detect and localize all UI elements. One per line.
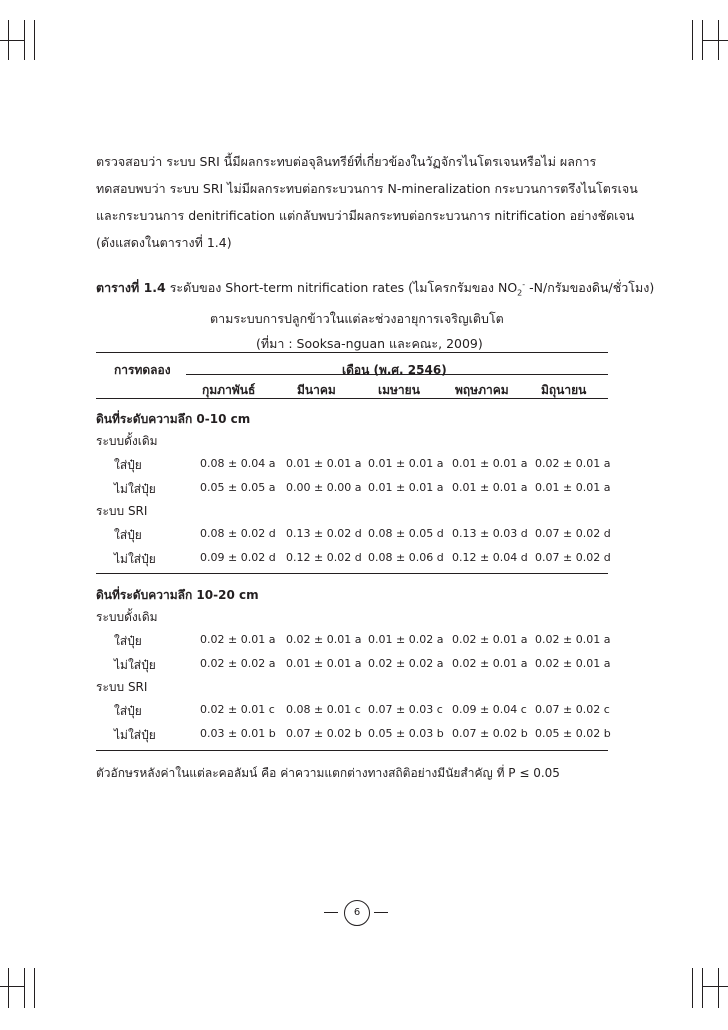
row-label: ไม่ใส่ปุ๋ย: [114, 658, 156, 672]
table-cell: 0.08 ± 0.04 a: [200, 457, 276, 470]
table-cell: 0.01 ± 0.01 a: [452, 457, 528, 470]
paragraph-line: ทดสอบพบว่า ระบบ SRI ไม่มีผลกระทบต่อกระบวนการ N-mineralization กระบวนการตรึงไนโตรเจน: [96, 181, 638, 196]
table-cell: 0.08 ± 0.02 d: [200, 527, 276, 540]
table-cell: 0.05 ± 0.02 b: [535, 727, 611, 740]
table-cell: 0.05 ± 0.05 a: [200, 481, 276, 494]
table-cell: 0.07 ± 0.02 d: [535, 551, 611, 564]
section-separator-rule: [96, 573, 608, 574]
table-cell: 0.08 ± 0.05 d: [368, 527, 444, 540]
caption-line-2: ตามระบบการปลูกข้าวในแต่ละช่วงอายุการเจริญเติบโต: [210, 310, 504, 326]
table-footnote: ตัวอักษรหลังค่าในแต่ละคอลัมน์ คือ ค่าความแตกต่างทางสถิติอย่างมีนัยสำคัญ ที่ P ≤ 0.05: [96, 766, 560, 780]
caption-subscript: 2: [517, 288, 523, 298]
table-cell: 0.02 ± 0.01 a: [452, 657, 528, 670]
table-cell: 0.07 ± 0.03 c: [368, 703, 443, 716]
table-cell: 0.00 ± 0.00 a: [286, 481, 362, 494]
table-cell: 0.01 ± 0.01 a: [286, 457, 362, 470]
table-cell: 0.09 ± 0.04 c: [452, 703, 527, 716]
table-cell: 0.01 ± 0.01 a: [286, 657, 362, 670]
system-label: ระบบดั้งเดิม: [96, 610, 158, 624]
table-top-rule: [96, 352, 608, 353]
month-header: พฤษภาคม: [455, 383, 509, 397]
row-label: ใส่ปุ๋ย: [114, 458, 142, 472]
table-cell: 0.08 ± 0.06 d: [368, 551, 444, 564]
row-label: ไม่ใส่ปุ๋ย: [114, 482, 156, 496]
month-header: มีนาคม: [297, 383, 336, 397]
table-cell: 0.07 ± 0.02 b: [452, 727, 528, 740]
table-cell: 0.02 ± 0.01 a: [535, 633, 611, 646]
page-number-area: [320, 897, 400, 927]
table-cell: 0.02 ± 0.02 a: [368, 657, 444, 670]
row-label: ใส่ปุ๋ย: [114, 704, 142, 718]
header-treatment: การทดลอง: [114, 363, 171, 377]
caption-label: ตารางที่ 1.4: [96, 280, 166, 296]
page-number-dash-right: [374, 912, 388, 913]
table-cell: 0.07 ± 0.02 c: [535, 703, 610, 716]
table-cell: 0.13 ± 0.03 d: [452, 527, 528, 540]
table-caption: [96, 272, 655, 356]
page-number: 6: [344, 900, 370, 926]
table-bottom-rule: [96, 750, 608, 751]
row-label: ใส่ปุ๋ย: [114, 528, 142, 542]
month-header: เมษายน: [378, 383, 420, 397]
body-paragraph: [96, 148, 638, 256]
table-cell: 0.05 ± 0.03 b: [368, 727, 444, 740]
caption-line-3: (ที่มา : Sooksa-nguan และคณะ, 2009): [256, 335, 483, 351]
table-cell: 0.02 ± 0.01 a: [200, 633, 276, 646]
table-cell: 0.02 ± 0.01 a: [535, 657, 611, 670]
header-bottom-rule: [96, 398, 608, 399]
table-cell: 0.03 ± 0.01 b: [200, 727, 276, 740]
table-cell: 0.02 ± 0.01 a: [535, 457, 611, 470]
section-title: ดินที่ระดับความลึก 0-10 cm: [96, 412, 251, 426]
header-month-group: เดือน (พ.ศ. 2546): [342, 363, 447, 377]
caption-superscript: -: [522, 280, 526, 289]
table-cell: 0.01 ± 0.01 a: [368, 457, 444, 470]
system-label: ระบบดั้งเดิม: [96, 434, 158, 448]
table-cell: 0.01 ± 0.01 a: [452, 481, 528, 494]
caption-line-1: [96, 272, 655, 306]
table-cell: 0.02 ± 0.02 a: [200, 657, 276, 670]
table-cell: 0.01 ± 0.02 a: [368, 633, 444, 646]
table-cell: 0.01 ± 0.01 a: [535, 481, 611, 494]
table-cell: 0.07 ± 0.02 b: [286, 727, 362, 740]
page-number-dash-left: [324, 912, 338, 913]
month-header: กุมภาพันธ์: [202, 383, 256, 397]
header-mid-rule: [186, 374, 608, 375]
caption-text-b: -N/กรัมของดิน/ชั่วโมง): [525, 280, 655, 296]
paragraph-line: (ดังแสดงในตารางที่ 1.4): [96, 235, 232, 250]
table-cell: 0.01 ± 0.01 a: [368, 481, 444, 494]
row-label: ไม่ใส่ปุ๋ย: [114, 552, 156, 566]
caption-text-a: ระดับของ Short-term nitrification rates (ไมโครกรัมของ NO: [165, 280, 518, 296]
row-label: ไม่ใส่ปุ๋ย: [114, 728, 156, 742]
table-cell: 0.12 ± 0.04 d: [452, 551, 528, 564]
row-label: ใส่ปุ๋ย: [114, 634, 142, 648]
section-title: ดินที่ระดับความลึก 10-20 cm: [96, 588, 259, 602]
table-cell: 0.02 ± 0.01 a: [286, 633, 362, 646]
system-label: ระบบ SRI: [96, 680, 148, 694]
system-label: ระบบ SRI: [96, 504, 148, 518]
table-cell: 0.12 ± 0.02 d: [286, 551, 362, 564]
paragraph-line: ตรวจสอบว่า ระบบ SRI นี้มีผลกระทบต่อจุลินทรีย์ที่เกี่ยวข้องในวัฏจักรไนโตรเจนหรือไม่ ผลการ: [96, 154, 597, 169]
table-cell: 0.07 ± 0.02 d: [535, 527, 611, 540]
table-cell: 0.02 ± 0.01 c: [200, 703, 275, 716]
table-cell: 0.13 ± 0.02 d: [286, 527, 362, 540]
month-header: มิถุนายน: [541, 383, 587, 397]
table-cell: 0.08 ± 0.01 c: [286, 703, 361, 716]
table-cell: 0.02 ± 0.01 a: [452, 633, 528, 646]
paragraph-line: และกระบวนการ denitrification แต่กลับพบว่ามีผลกระทบต่อกระบวนการ nitrification อย่างชัดเจน: [96, 208, 635, 223]
table-cell: 0.09 ± 0.02 d: [200, 551, 276, 564]
